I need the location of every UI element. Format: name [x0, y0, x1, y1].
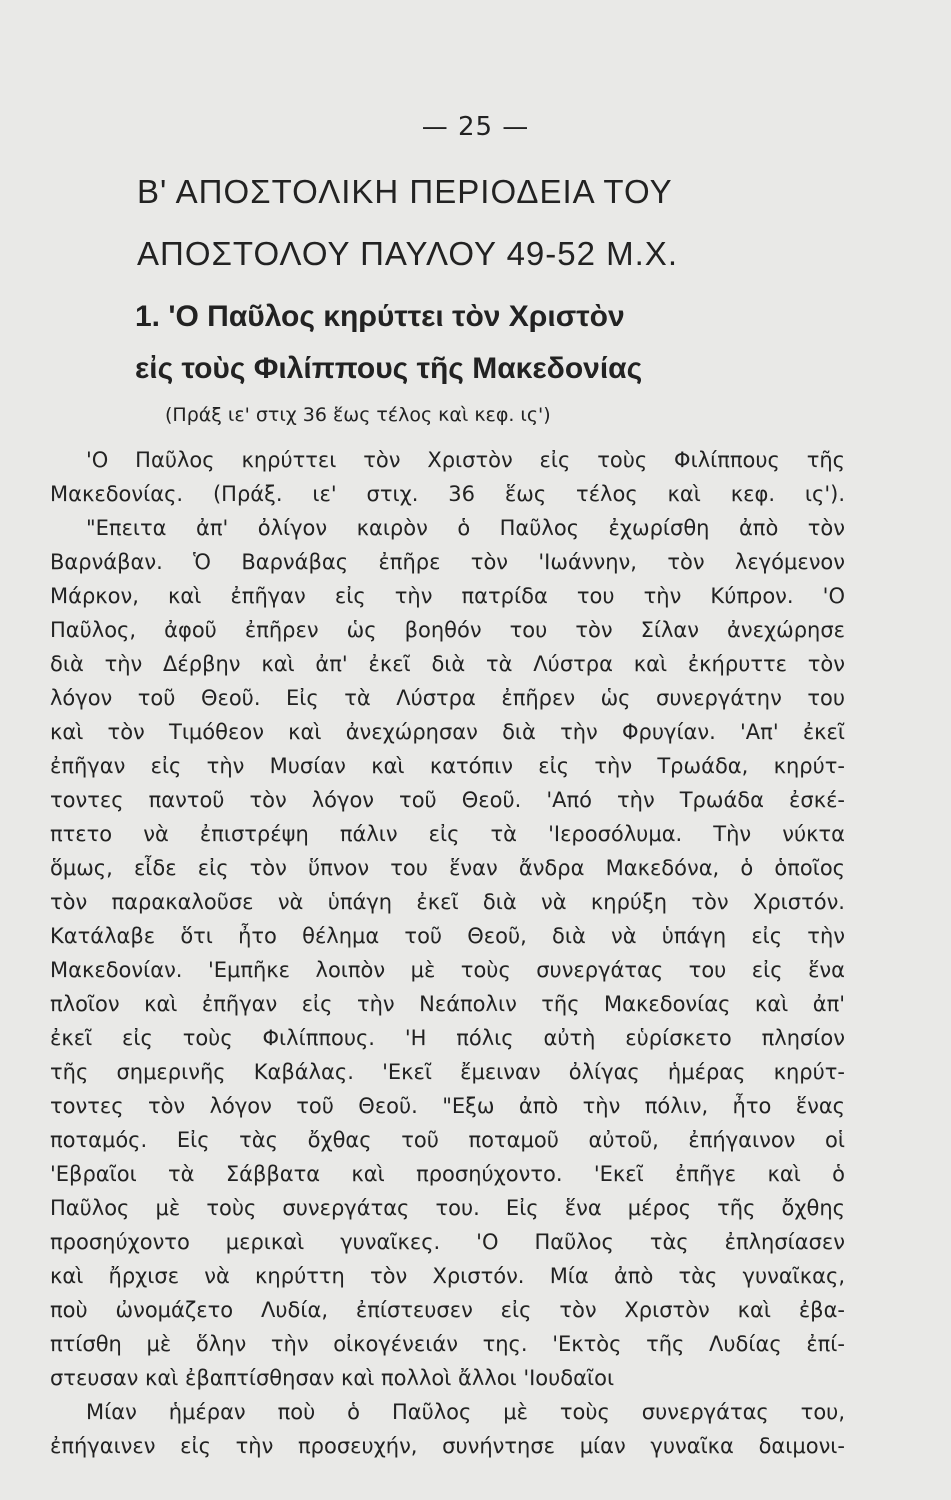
body-line: Μάρκον, καὶ ἐπῆγαν εἰς τὴν πατρίδα του τὴν Κύπρον. 'Ο [50, 584, 845, 608]
body-line: πτετο νὰ ἐπιστρέψη πάλιν εἰς τὰ 'Ιεροσόλυμα. Τὴν νύκτα [50, 822, 845, 846]
body-line: τοντες τὸν λόγον τοῦ Θεοῦ. "Εξω ἀπὸ τὴν πόλιν, ἦτο ἕνας [50, 1094, 845, 1118]
body-line: πλοῖον καὶ ἐπῆγαν εἰς τὴν Νεάπολιν τῆς Μακεδονίας καὶ ἀπ' [50, 992, 845, 1016]
chapter-title-line-2: ΑΠΟΣΤΟΛΟΥ ΠΑΥΛΟΥ 49-52 Μ.Χ. [137, 235, 678, 272]
chapter-title-line-1: Β' ΑΠΟΣΤΟΛΙΚΗ ΠΕΡΙΟΔΕΙΑ ΤΟΥ [137, 173, 673, 210]
body-line: Μίαν ἡμέραν ποὺ ὁ Παῦλος μὲ τοὺς συνεργάτας του, [86, 1400, 845, 1424]
body-line: ἐπήγαινεν εἰς τὴν προσευχήν, συνήντησε μίαν γυναῖκα δαιμονι- [50, 1434, 845, 1458]
section-title-line-1: 1. 'Ο Παῦλος κηρύττει τὸν Χριστὸν [135, 300, 625, 333]
body-line: πτίσθη μὲ ὅλην τὴν οἰκογένειάν της. 'Εκτὸς τῆς Λυδίας ἐπί- [50, 1332, 845, 1356]
body-line: 'Εβραῖοι τὰ Σάββατα καὶ προσηύχοντο. 'Εκεῖ ἐπῆγε καὶ ὁ [50, 1162, 845, 1186]
body-line: 'Ο Παῦλος κηρύττει τὸν Χριστὸν εἰς τοὺς Φιλίππους τῆς [86, 448, 845, 472]
body-line: ἐκεῖ εἰς τοὺς Φιλίππους. 'Η πόλις αὐτὴ εὑρίσκετο πλησίον [50, 1026, 845, 1050]
body-line: τὸν παρακαλοῦσε νὰ ὑπάγη ἐκεῖ διὰ νὰ κηρύξη τὸν Χριστόν. [50, 890, 845, 914]
body-line: καὶ ἤρχισε νὰ κηρύττη τὸν Χριστόν. Μία ἀπὸ τὰς γυναῖκας, [50, 1264, 845, 1288]
scripture-reference: (Πράξ ιε' στιχ 36 ἕως τέλος καὶ κεφ. ις') [165, 404, 551, 426]
body-line: ποταμός. Εἰς τὰς ὄχθας τοῦ ποταμοῦ αὐτοῦ, ἐπήγαινον οἱ [50, 1128, 845, 1152]
body-line: τῆς σημερινῆς Καβάλας. 'Εκεῖ ἔμειναν ὀλίγας ἡμέρας κηρύτ- [50, 1060, 845, 1084]
body-line: "Επειτα ἀπ' ὀλίγον καιρὸν ὁ Παῦλος ἐχωρίσθη ἀπὸ τὸν [86, 516, 845, 540]
body-line: στευσαν καὶ ἐβαπτίσθησαν καὶ πολλοὶ ἄλλοι 'Ιουδαῖοι [50, 1366, 615, 1390]
body-line: ὅμως, εἶδε εἰς τὸν ὕπνον του ἕναν ἄνδρα Μακεδόνα, ὁ ὁποῖος [50, 856, 845, 880]
section-title-line-2: εἰς τοὺς Φιλίππους τῆς Μακεδονίας [135, 352, 643, 385]
body-line: διὰ τὴν Δέρβην καὶ ἀπ' ἐκεῖ διὰ τὰ Λύστρα καὶ ἐκήρυττε τὸν [50, 652, 845, 676]
body-line: Μακεδονίας. (Πράξ. ιε' στιχ. 36 ἕως τέλος καὶ κεφ. ις'). [50, 482, 845, 506]
body-line: Κατάλαβε ὅτι ἦτο θέλημα τοῦ Θεοῦ, διὰ νὰ ὑπάγη εἰς τὴν [50, 924, 845, 948]
body-line: Παῦλος μὲ τοὺς συνεργάτας του. Εἰς ἕνα μέρος τῆς ὄχθης [50, 1196, 845, 1220]
page-number: — 25 — [421, 112, 530, 142]
body-line: Βαρνάβαν. Ὁ Βαρνάβας ἐπῆρε τὸν 'Ιωάννην, τὸν λεγόμενον [50, 550, 845, 574]
body-line: ἐπῆγαν εἰς τὴν Μυσίαν καὶ κατόπιν εἰς τὴν Τρωάδα, κηρύτ- [50, 754, 845, 778]
body-line: καὶ τὸν Τιμόθεον καὶ ἀνεχώρησαν διὰ τὴν Φρυγίαν. 'Απ' ἐκεῖ [50, 720, 845, 744]
body-line: Μακεδονίαν. 'Εμπῆκε λοιπὸν μὲ τοὺς συνεργάτας του εἰς ἕνα [50, 958, 845, 982]
body-line: ποὺ ὠνομάζετο Λυδία, ἐπίστευσεν εἰς τὸν Χριστὸν καὶ ἐβα- [50, 1298, 845, 1322]
body-line: προσηύχοντο μερικαὶ γυναῖκες. 'Ο Παῦλος τὰς ἐπλησίασεν [50, 1230, 845, 1254]
body-line: Παῦλος, ἀφοῦ ἐπῆρεν ὡς βοηθόν του τὸν Σίλαν ἀνεχώρησε [50, 618, 845, 642]
body-line: τοντες παντοῦ τὸν λόγον τοῦ Θεοῦ. 'Από τὴν Τρωάδα ἐσκέ- [50, 788, 845, 812]
body-line: λόγον τοῦ Θεοῦ. Εἰς τὰ Λύστρα ἐπῆρεν ὡς συνεργάτην του [50, 686, 845, 710]
